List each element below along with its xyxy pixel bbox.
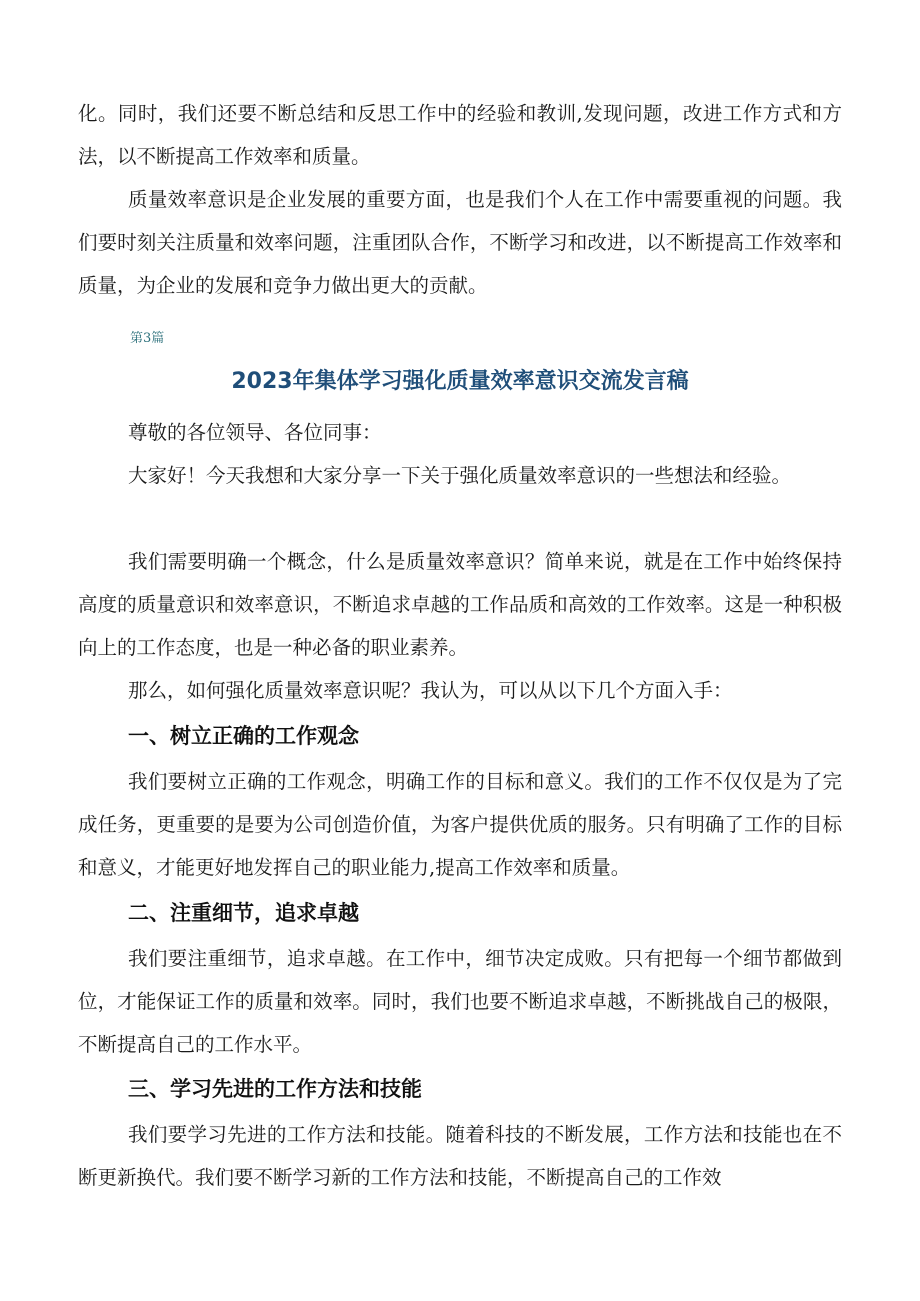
paragraph-intro: 大家好！今天我想和大家分享一下关于强化质量效率意识的一些想法和经验。 — [128, 464, 792, 487]
document-title: 2023年集体学习强化质量效率意识交流发言稿 — [231, 369, 689, 394]
greeting: 尊敬的各位领导、各位同事： — [128, 421, 382, 444]
section-label: 第3篇 — [130, 331, 165, 346]
section-heading-3: 三、学习先进的工作方法和技能 — [128, 1077, 422, 1101]
paragraph-definition: 我们需要明确一个概念，什么是质量效率意识？简单来说，就是在工作中始终保持高度的质量意识和效率意识，不断追求卓越的工作品质和高效的工作效率。这是一种积极向上的工作态度，也是一种必备的职业素养。 — [78, 550, 842, 659]
section-body-2: 我们要注重细节，追求卓越。在工作中，细节决定成败。只有把每一个细节都做到位，才能保证工作的质量和效率。同时，我们也要不断追求卓越，不断挑战自己的极限，不断提高自己的工作水平。 — [78, 947, 842, 1056]
section-heading-2: 二、注重细节，追求卓越 — [128, 901, 359, 925]
paragraph-prev-2: 质量效率意识是企业发展的重要方面，也是我们个人在工作中需要重视的问题。我们要时刻关注质量和效率问题，注重团队合作，不断学习和改进，以不断提高工作效率和质量，为企业的发展和竞争力做出更大的贡献。 — [78, 188, 842, 297]
section-body-3: 我们要学习先进的工作方法和技能。随着科技的不断发展，工作方法和技能也在不断更新换代。我们要不断学习新的工作方法和技能，不断提高自己的工作效 — [78, 1123, 842, 1189]
paragraph-question: 那么，如何强化质量效率意识呢？我认为，可以从以下几个方面入手： — [128, 679, 733, 702]
section-heading-1: 一、树立正确的工作观念 — [128, 724, 359, 748]
section-body-1: 我们要树立正确的工作观念，明确工作的目标和意义。我们的工作不仅仅是为了完成任务，更重要的是要为公司创造价值，为客户提供优质的服务。只有明确了工作的目标和意义，才能更好地发挥自己的职业能力,提高工作效率和质量。 — [78, 770, 842, 879]
paragraph-prev-1: 化。同时，我们还要不断总结和反思工作中的经验和教训,发现问题，改进工作方式和方法，以不断提高工作效率和质量。 — [78, 102, 842, 168]
